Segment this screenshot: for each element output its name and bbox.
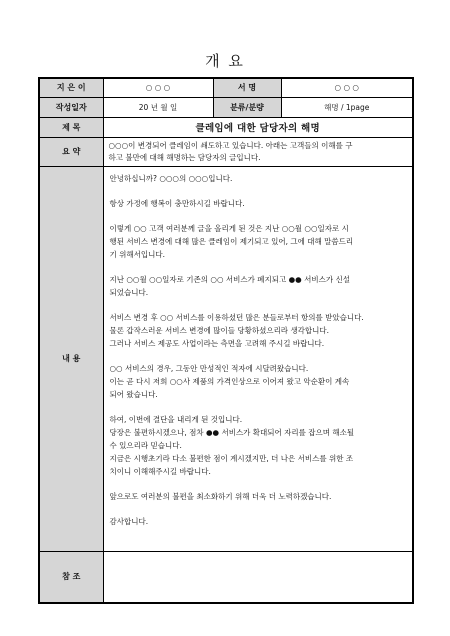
author-value: ○ ○ ○	[103, 78, 213, 97]
subject-row	[39, 117, 413, 137]
date-label: 작성일자	[39, 97, 103, 117]
signature-value: ○ ○ ○	[281, 78, 413, 97]
summary-line: 하고 불만에 대해 해명하는 담당자의 글입니다.	[108, 152, 261, 162]
reference-label: 참 조	[39, 551, 103, 603]
paragraph-deficit: ○○ 서비스의 경우, 그동안 만성적인 적자에 시달려왔습니다. 이는 곧 다시 저희 ○○사 제품의 가격인상으로 이어져 왔고 악순환이 계속 되어 왔습니다.	[109, 363, 350, 399]
category-label: 분류/분량	[213, 97, 281, 117]
subject-label: 제 목	[39, 117, 103, 137]
paragraph-promise: 앞으로도 여러분의 불편을 최소화하기 위해 더욱 더 노력하겠습니다.	[109, 491, 332, 501]
category-value: 해명 / 1page	[281, 97, 413, 117]
summary-line: ○○○이 변경되어 클레임이 쇄도하고 있습니다. 아래는 고객들의 이해를 구	[108, 140, 353, 150]
paragraph-thanks: 감사합니다.	[109, 516, 149, 526]
paragraph-wish: 항상 가정에 행복이 충만하시길 바랍니다.	[109, 198, 245, 208]
date-value: 20 년 월 일	[103, 97, 213, 117]
summary-text	[103, 137, 413, 166]
reference-row	[39, 551, 413, 603]
document-title: 개 요	[205, 52, 245, 70]
date-row	[39, 97, 413, 117]
content-body	[103, 166, 413, 551]
summary-label: 요 약	[39, 137, 103, 166]
author-label: 지 은 이	[39, 78, 103, 97]
content-row	[39, 166, 413, 551]
paragraph-change: 지난 ○○월 ○○일자로 기존의 ○○ 서비스가 폐지되고 ●● 서비스가 신설 되었습니다.	[109, 274, 350, 297]
signature-label: 서 명	[213, 78, 281, 97]
author-row	[39, 78, 413, 97]
overview-form	[38, 77, 414, 604]
subject-value: 클레임에 대한 담당자의 해명	[103, 117, 413, 137]
summary-row	[39, 137, 413, 166]
paragraph-decision: 하여, 이번에 결단을 내리게 된 것입니다. 당장은 불편하시겠으나, 점차 ●● 서비스가 확대되어 자리를 잡으며 해소될 수 있으리라 믿습니다. 지금은 시행초기라 다소 불편한 점이 계시겠지만, 더 나은 서비스를 위한 조 치이니 이해해주시길 바랍니다.	[109, 414, 355, 476]
content-label: 내 용	[39, 166, 103, 551]
paragraph-complaints: 서비스 변경 후 ○○ 서비스를 이용하셨던 많은 분들로부터 항의를 받았습니다. 물론 갑작스러운 서비스 변경에 많이들 당황하셨으리라 생각합니다. 그러나 서비스 제공도 사업이라는 측면을 고려해 주시길 바랍니다.	[109, 312, 364, 348]
reference-value	[103, 551, 413, 603]
paragraph-greeting: 안녕하십니까? ○○○의 ○○○입니다.	[109, 173, 233, 183]
paragraph-purpose: 이렇게 ○○ 고객 여러분께 글을 올리게 된 것은 지난 ○○월 ○○일자로 시 행된 서비스 변경에 대해 많은 클레임이 제기되고 있어, 그에 대해 말씀드리 기 위해서입니다.	[109, 223, 354, 259]
